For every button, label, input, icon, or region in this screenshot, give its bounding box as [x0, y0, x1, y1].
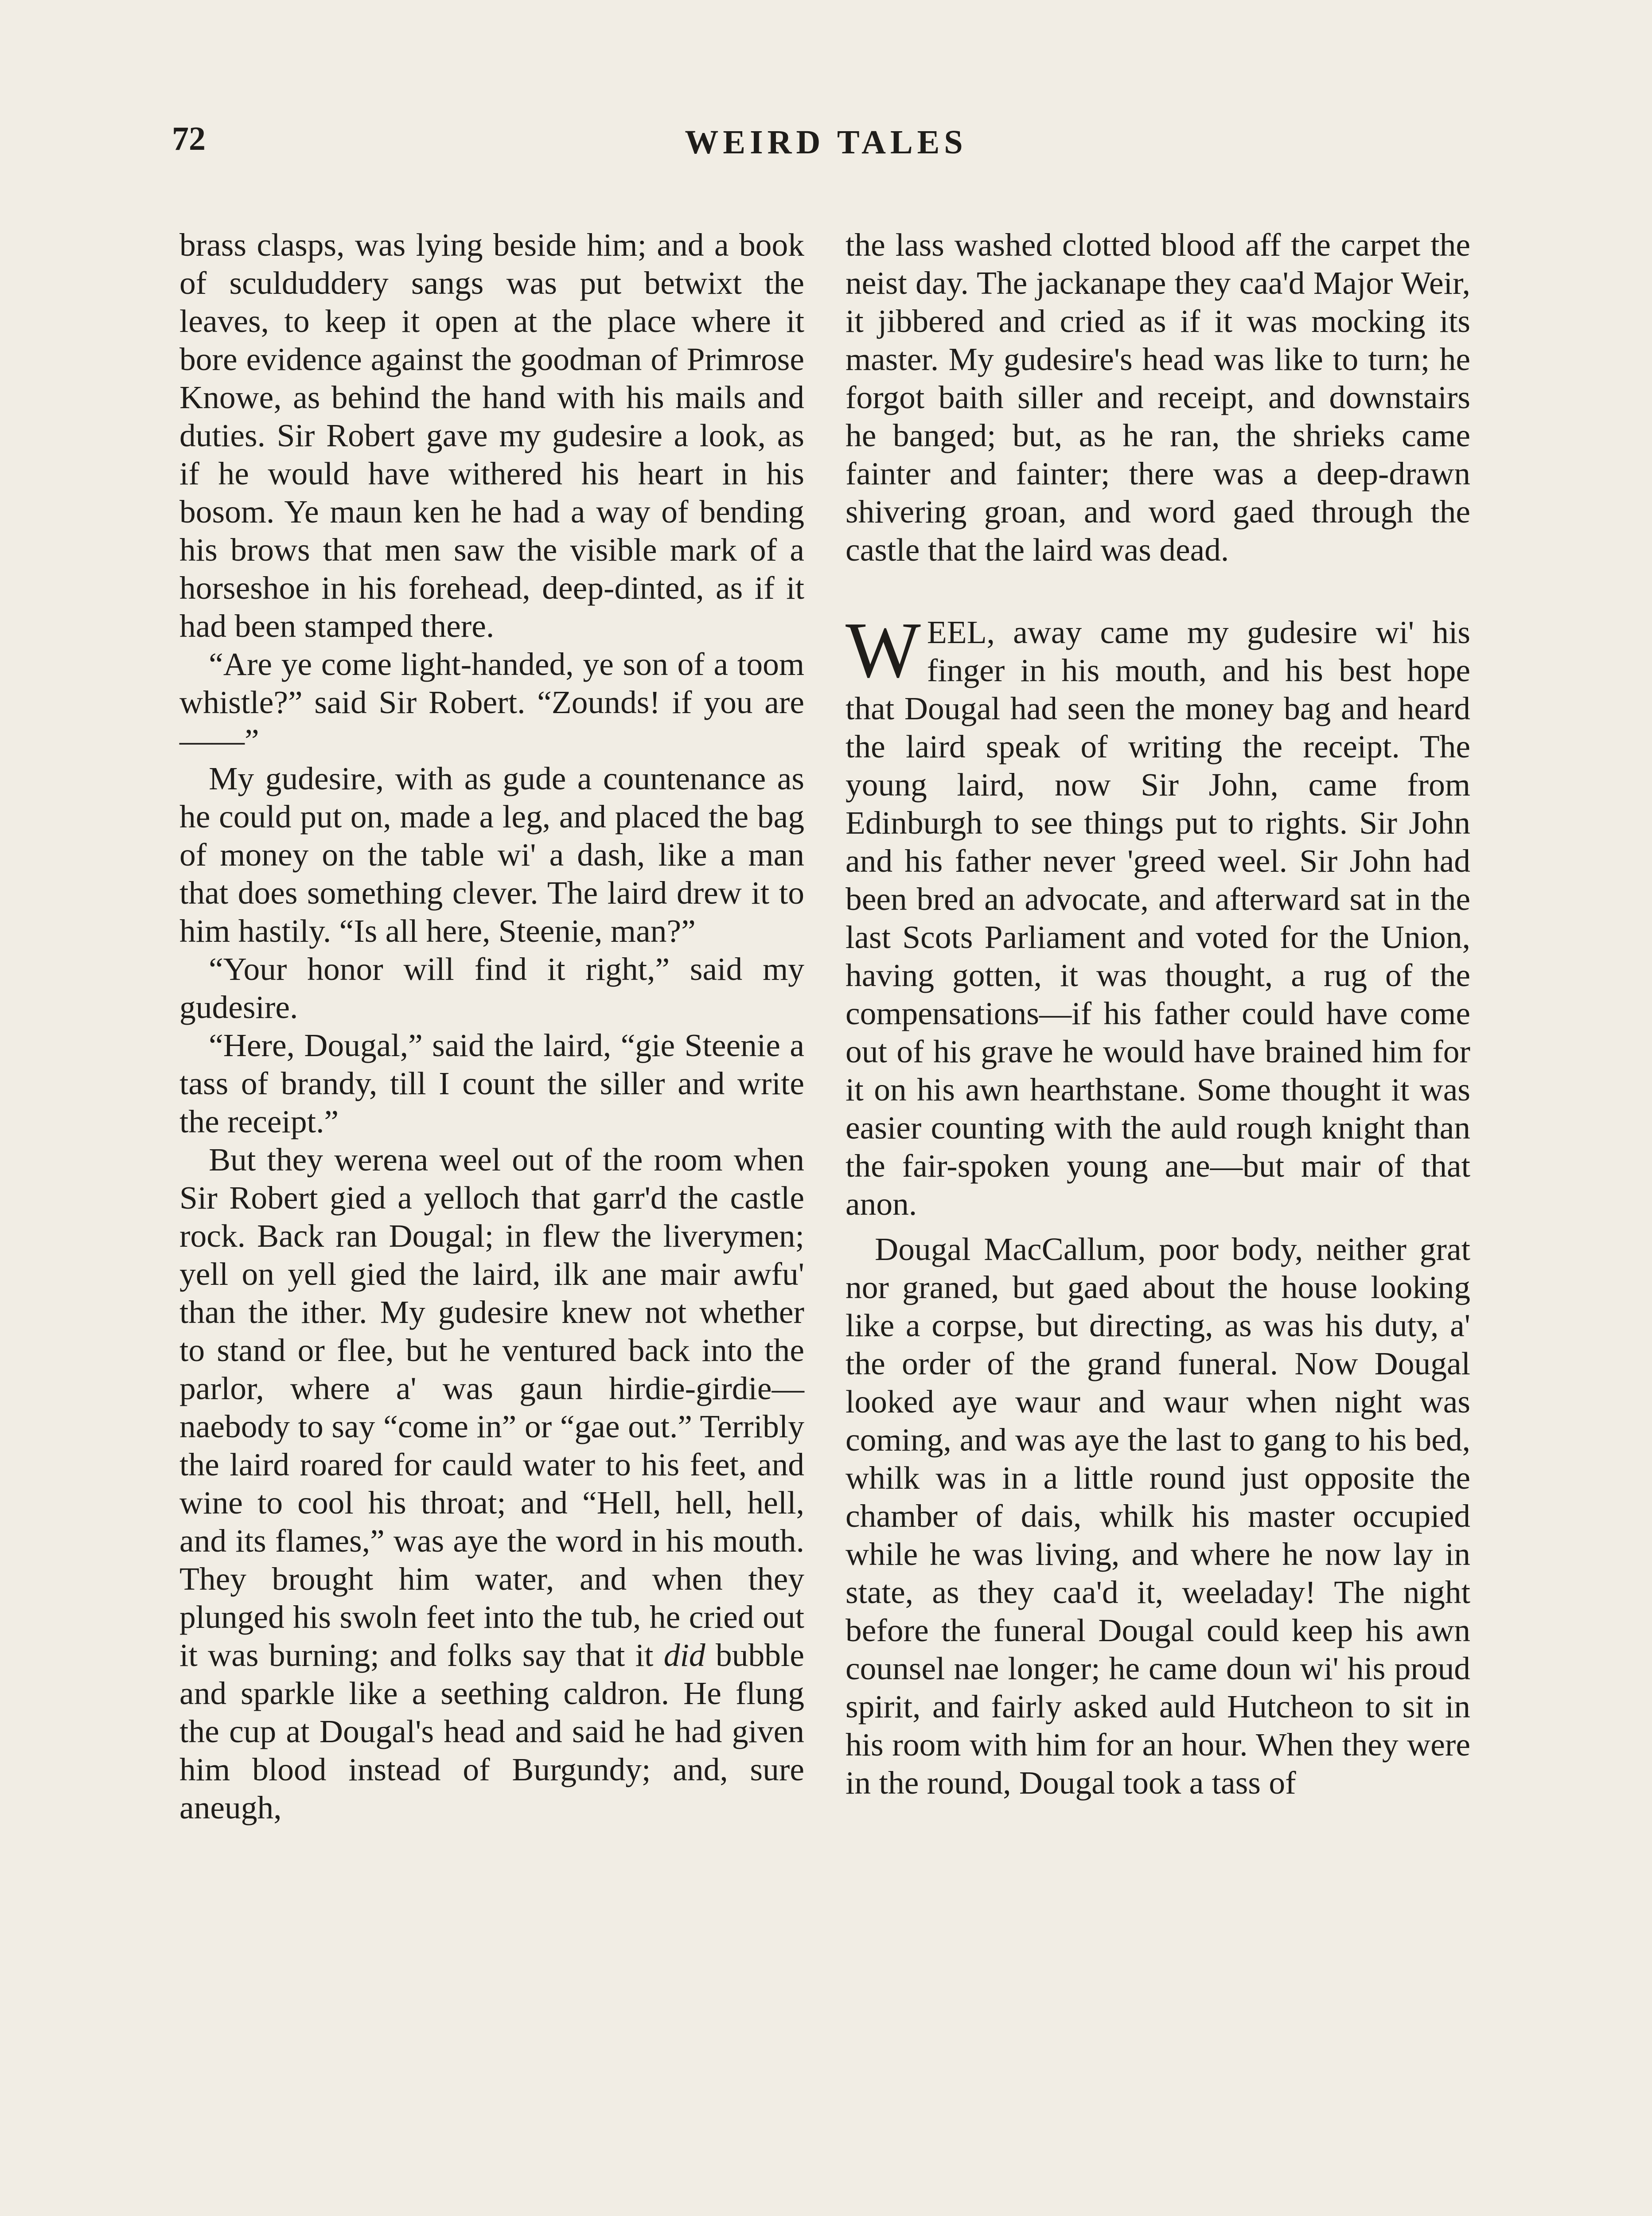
- drop-cap: W: [845, 606, 921, 694]
- paragraph-text: bubble and sparkle like a seething caldron. He flung the cup at Dougal's head and said he had given him blood instead of Burgundy; and, sure aneugh,: [179, 1637, 804, 1826]
- paragraph: “Are ye come light-handed, ye son of a toom whistle?” said Sir Robert. “Zounds! if you are——”: [179, 646, 804, 758]
- paragraph: “Here, Dougal,” said the laird, “gie Steenie a tass of brandy, till I count the siller and write the receipt.”: [179, 1027, 804, 1139]
- paragraph: My gudesire, with as gude a countenance as he could put on, made a leg, and placed the bag of money on the table wi' a dash, like a man that does something clever. The laird drew it to him hastily. “Is all here, Steenie, man?”: [179, 761, 804, 949]
- page-header: [0, 120, 1652, 173]
- paragraph-text: But they werena weel out of the room when Sir Robert gied a yelloch that garr'd the castle rock. Back ran Dougal; in flew the liverymen; yell on yell gied the laird, ilk ane mair awfu' than the ither. My gudesire knew not whether to stand or flee, but he ventured back into the parlor, where a' was gaun hirdie-girdie—naebody to say “come in” or “gae out.” Terribly the laird roared for cauld water to his feet, and wine to cool his throat; and “Hell, hell, hell, and its flames,” was aye the word in his mouth. They brought him water, and when they plunged his swoln feet into the tub, he cried out it was burning; and folks say that it: [179, 1142, 804, 1673]
- paragraph: brass clasps, was lying beside him; and a book of sculduddery sangs was put betwixt the leaves, to keep it open at the place where it bore evidence against the goodman of Primrose Knowe, as behind the hand with his mails and duties. Sir Robert gave my gudesire a look, as if he would have withered his heart in his bosom. Ye maun ken he had a way of bending his brows that men saw the visible mark of a horseshoe in his forehead, deep-dinted, as if it had been stamped there.: [179, 227, 804, 644]
- paragraph: “Your honor will find it right,” said my gudesire.: [179, 951, 804, 1025]
- italic-word: did: [663, 1637, 705, 1673]
- paragraph: the lass washed clotted blood aff the carpet the neist day. The jackanape they caa'd Major Weir, it jibbered and cried as if it was mocking its master. My gudesire's head was like to turn; he forgot baith siller and receipt, and downstairs he banged; but, as he ran, the shrieks came fainter and fainter; there was a deep-drawn shivering groan, and word gaed through the castle that the laird was dead.: [845, 227, 1470, 568]
- right-column: [845, 226, 1470, 1802]
- paragraph: Dougal MacCallum, poor body, neither grat nor graned, but gaed about the house looking like a corpse, but directing, as was his duty, a' the order of the grand funeral. Now Dougal looked aye waur and waur when night was coming, and was aye the last to gang to his bed, whilk was in a little round just opposite the chamber of dais, whilk his master occupied while he was living, and where he now lay in state, as they caa'd it, weeladay! The night before the funeral Dougal could keep his awn counsel nae longer; he came doun wi' his proud spirit, and fairly asked auld Hutcheon to sit in his room with him for an hour. When they were in the round, Dougal took a tass of: [845, 1231, 1470, 1801]
- left-column: [179, 226, 804, 1827]
- paragraph: [179, 1141, 804, 1827]
- paragraph-text: away came my gudesire wi' his finger in his mouth, and his best hope that Dougal had seen the money bag and heard the laird speak of writing the receipt. The young laird, now Sir John, came from Edinburgh to see things put to rights. Sir John and his father never 'greed weel. Sir John had been bred an advocate, and afterward sat in the last Scots Parliament and voted for the Union, having gotten, it was thought, a rug of the compensations—if his father could have come out of his grave he would have brained him for it on his awn hearthstane. Some thought it was easier counting with the auld rough knight than the fair-spoken young ane—but mair of that anon.: [845, 614, 1470, 1222]
- page-number: 72: [172, 120, 206, 157]
- section-opening-paragraph: [845, 606, 1470, 1223]
- small-caps-lead: EEL,: [927, 614, 995, 650]
- running-title: WEIRD TALES: [685, 124, 967, 161]
